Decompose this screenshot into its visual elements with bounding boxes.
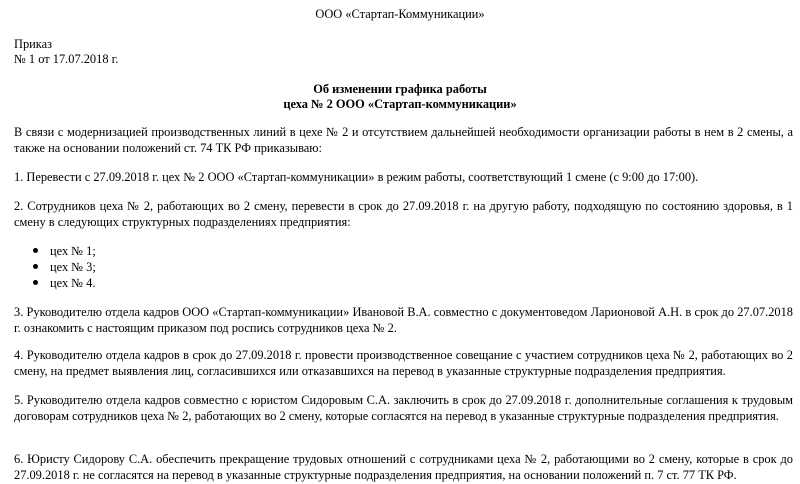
list-item-text: цех № 4.: [50, 276, 96, 291]
list-item-text: цех № 3;: [50, 260, 96, 275]
list-item: [14, 259, 96, 275]
order-item-5: 5. Руководителю отдела кадров совместно с юристом Сидоровым С.А. заключить в срок до 27.09.2018 г. дополнительные соглашения к трудовым договорам сотрудников цеха № 2, работающих во 2 смену, которые согласятся на перевод в указанные структурные подразделения предприятия.: [14, 393, 793, 423]
order-item-6: 6. Юристу Сидорову С.А. обеспечить прекращение трудовых отношений с сотрудниками цеха № 2, работающими во 2 смену, которые в срок до 27.09.2018 г. не согласятся на перевод в указанные структурные подразделения предприятия, на основании положений п. 7 ст. 77 ТК РФ.: [14, 452, 793, 482]
bullet-icon: [33, 264, 38, 269]
order-item-1: 1. Перевести с 27.09.2018 г. цех № 2 ООО «Стартап-коммуникации» в режим работы, соответствующий 1 смене (с 9:00 до 17:00).: [14, 170, 699, 184]
document-title-line1: Об изменении графика работы: [313, 82, 487, 96]
order-number-date: № 1 от 17.07.2018 г.: [14, 52, 119, 66]
list-item: [14, 243, 96, 259]
list-item-text: цех № 1;: [50, 244, 96, 258]
bullet-icon: [33, 248, 38, 253]
document-title-line2: цеха № 2 ООО «Стартап-коммуникации»: [283, 97, 517, 111]
department-list: [14, 243, 96, 292]
order-item-2: 2. Сотрудников цеха № 2, работающих во 2 смену, перевести в срок до 27.09.2018 г. на другую работу, подходящую по состоянию здоровья, в 1 смену в следующих структурных подразделениях предприятия:: [14, 199, 793, 229]
order-item-4: 4. Руководителю отдела кадров в срок до 27.09.2018 г. провести производственное совещание с участием сотрудников цеха № 2, работающих во 2 смену, на предмет выявления лиц, согласившихся или отказавшихся на перевод в указанные структурные подразделения предприятия.: [14, 348, 793, 378]
intro-paragraph: В связи с модернизацией производственных линий в цехе № 2 и отсутствием дальнейшей необходимости организации работы в нем в 2 смены, а также на основании положений ст. 74 ТК РФ приказываю:: [14, 125, 793, 155]
order-item-3: 3. Руководителю отдела кадров ООО «Стартап-коммуникации» Ивановой В.А. совместно с документоведом Ларионовой А.Н. в срок до 27.07.2018 г. ознакомить с настоящим приказом под роспись сотрудников цеха № 2.: [14, 305, 793, 335]
company-header: ООО «Стартап-Коммуникации»: [315, 7, 485, 21]
list-item: [14, 275, 96, 291]
bullet-icon: [33, 280, 38, 285]
order-label: Приказ: [14, 37, 53, 51]
